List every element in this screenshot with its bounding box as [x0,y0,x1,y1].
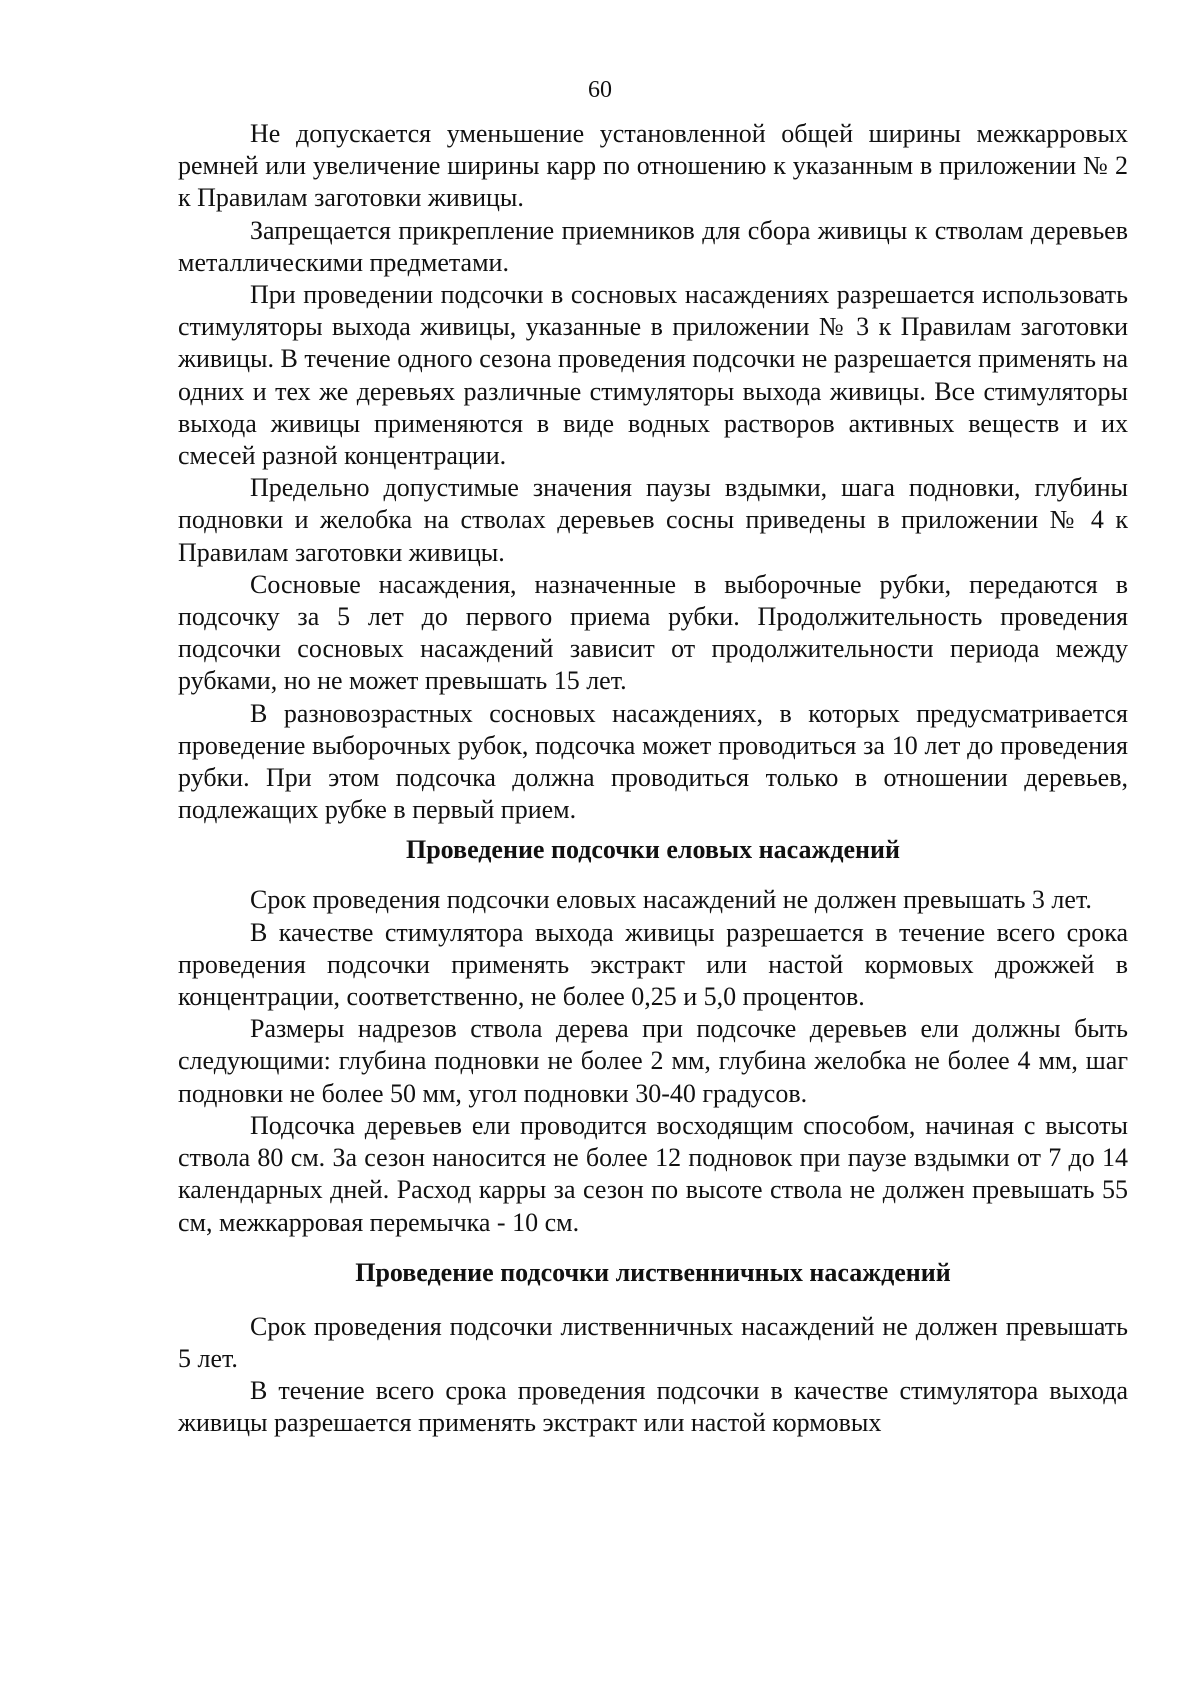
paragraph-pine-limits: Предельно допустимые значения паузы вздымки, шага подновки, глубины подновки и желобка на стволах деревьев сосны приведены в приложении № 4 к Правилам заготовки живицы. [178,473,1128,567]
paragraph-ribbon-width: Не допускается уменьшение установленной общей ширины межкарровых ремней или увеличение ширины карр по отношению к указанным в приложении № 2 к Правилам заготовки живицы. [178,119,1128,213]
page-number: 60 [588,77,612,103]
paragraph-spruce-term: Срок проведения подсочки еловых насаждений не должен превышать 3 лет. [250,885,1092,915]
paragraph-spruce-stimulator: В качестве стимулятора выхода живицы разрешается в течение всего срока проведения подсочки применять экстракт или настой кормовых дрожжей в концентрации, соответственно, не более 0,25 и 5,0 процентов. [178,917,1128,1012]
paragraph-spruce-method: Подсочка деревьев ели проводится восходящим способом, начиная с высоты ствола 80 см. За сезон наносится не более 12 подновок при паузе вздымки от 7 до 14 календарных дней. Расход карры за сезон по высоте ствола не должен превышать 55 см, межкарровая перемычка - 10 см. [178,1110,1128,1237]
paragraph-spruce-cut-sizes: Размеры надрезов ствола дерева при подсочке деревьев ели должны быть следующими: глубина подновки не более 2 мм, глубина желобка не более 4 мм, шаг подновки не более 50 мм, угол подновки 30-40 градусов. [178,1014,1128,1108]
document-body [178,118,1128,1440]
paragraph-larch-stimulator: В течение всего срока проведения подсочки в качестве стимулятора выхода живицы разрешается применять экстракт или настой кормовых [178,1376,1128,1438]
paragraph-larch-term: Срок проведения подсочки лиственничных насаждений не должен превышать 5 лет. [178,1311,1128,1373]
paragraph-pine-stimulators: При проведении подсочки в сосновых насаждениях разрешается использовать стимуляторы выхода живицы, указанные в приложении № 3 к Правилам заготовки живицы. В течение одного сезона проведения подсочки не разрешается применять на одних и тех же деревьях различные стимуляторы выхода живицы. Все стимуляторы выхода живицы применяются в виде водных растворов активных веществ и их смесей разной концентрации. [178,280,1128,471]
section-heading-larch: Проведение подсочки лиственничных насаждений [355,1257,951,1287]
paragraph-pine-selective-cutting: Сосновые насаждения, назначенные в выборочные рубки, передаются в подсочку за 5 лет до первого приема рубки. Продолжительность проведения подсочки сосновых насаждений зависит от продолжительности периода между рубками, но не может превышать 15 лет. [178,569,1128,696]
section-heading-spruce: Проведение подсочки еловых насаждений [406,835,900,865]
paragraph-receivers-fastening: Запрещается прикрепление приемников для сбора живицы к стволам деревьев металлическими предметами. [178,215,1128,277]
paragraph-uneven-aged-pine: В разновозрастных сосновых насаждениях, в которых предусматривается проведение выборочных рубок, подсочка может проводиться за 10 лет до проведения рубки. При этом подсочка должна проводиться только в отношении деревьев, подлежащих рубке в первый прием. [178,698,1128,825]
